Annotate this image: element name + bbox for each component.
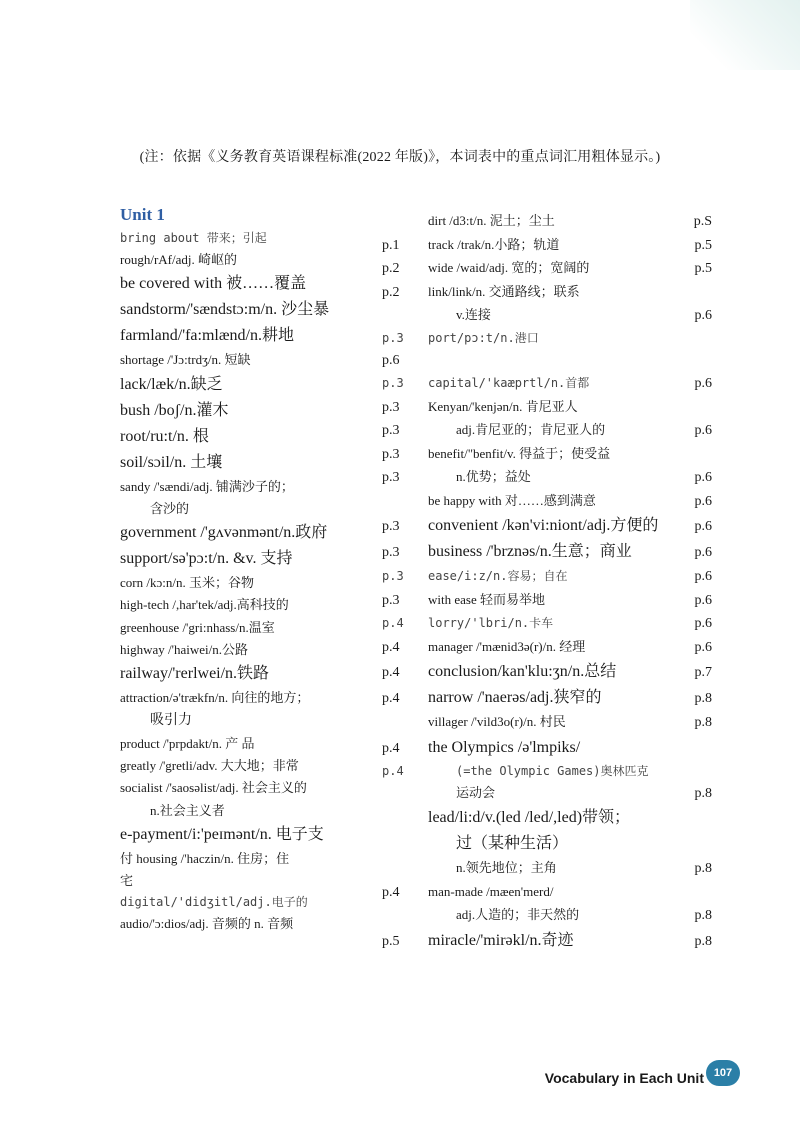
vocab-entry (120, 372, 370, 398)
vocab-entry (382, 685, 712, 711)
vocab-entry (382, 636, 712, 660)
vocab-entry (382, 281, 712, 305)
vocab-entry (120, 498, 370, 520)
vocab-entry (120, 777, 370, 799)
vocab-entry-text: bush /boʃ/n.灌木 (120, 401, 229, 419)
vocab-entry (120, 249, 370, 271)
vocab-entry (382, 805, 712, 831)
vocab-entry (120, 398, 370, 424)
vocab-entry (382, 349, 712, 373)
vocab-entry-text: capital/'kaæprtl/n.首都 (428, 376, 590, 390)
left-column-page-ref: p.3 (382, 592, 400, 608)
page-ref: p.6 (694, 470, 712, 485)
page-ref: p.6 (694, 639, 712, 655)
page-ref: p.7 (694, 665, 712, 680)
vocab-entry-text: government /'gʌvənmənt/n.政府 (120, 524, 328, 541)
vocab-entry-text: ease/i:z/n.容易；自在 (428, 569, 568, 583)
vocab-entry (382, 443, 712, 467)
vocab-entry (120, 755, 370, 777)
vocab-entry-text: dirt /d3:t/n. 泥土；尘土 (428, 213, 555, 228)
vocab-entry (120, 800, 370, 822)
vocab-entry (120, 572, 370, 594)
left-column-page-ref: p.4 (382, 691, 400, 706)
vocab-entry (120, 822, 370, 848)
left-column-page-ref: p.4 (382, 884, 400, 900)
vocab-entry-text: 宅 (120, 873, 134, 888)
page-ref: p.8 (694, 861, 712, 876)
left-column-page-ref: p.4 (382, 639, 400, 655)
vocab-entry-text: digital/'didʒitl/adj.电子的 (120, 895, 308, 910)
vocab-entry-text: e-payment/i:'peɪmənt/n. 电子支 (120, 825, 324, 843)
vocab-entry (120, 733, 370, 755)
vocab-entry-text: adj.人造的；非天然的 (456, 907, 580, 922)
vocab-entry-text: socialist /'saosəlist/adj. 社会主义的 (120, 780, 307, 796)
left-column-page-ref: p.3 (382, 376, 404, 390)
vocab-entry-text: narrow /'naerəs/adj.狭窄的 (428, 689, 602, 706)
vocab-entry-text: greenhouse /'gri:nhass/n.温室 (120, 619, 275, 635)
page-ref: p.6 (694, 308, 712, 323)
vocab-entry-text: adj.肯尼亚的；肯尼亚人的 (456, 422, 606, 437)
page-ref: p.8 (694, 715, 712, 730)
vocab-entry (120, 349, 370, 371)
page-ref: p.6 (694, 569, 712, 584)
page-ref: p.6 (694, 376, 712, 391)
left-column-page-ref: p.3 (382, 519, 400, 534)
vocab-entry (382, 831, 712, 857)
vocab-entry-text: be happy with 对……感到满意 (428, 492, 596, 508)
vocab-entry-text: corn /kɔ:n/n. 玉米；谷物 (120, 575, 254, 590)
vocab-entry (382, 612, 712, 636)
vocab-entry (120, 709, 370, 733)
vocab-entry (382, 711, 712, 735)
vocab-entry-text: villager /'vild3o(r)/n. 村民 (428, 714, 566, 729)
vocab-entry-text: with ease 轻而易举地 (428, 591, 545, 607)
vocab-entry (120, 687, 370, 709)
left-column-page-ref: p.4 (382, 616, 404, 630)
vocab-entry-text: conclusion/kan'klu:ʒn/n.总结 (428, 663, 617, 680)
vocab-entry (382, 304, 712, 328)
left-column-page-ref: p.4 (382, 740, 400, 756)
vocab-entry-text: convenient /kən'vi:niont/adj.方便的 (428, 517, 659, 534)
vocab-entry-text: lack/læk/n.缺乏 (120, 375, 223, 393)
vocab-entry-text: support/sə'pɔ:t/n. &v. 支持 (120, 550, 293, 567)
vocab-entry-text: 运动会 (456, 784, 496, 800)
footer-title: Vocabulary in Each Unit (544, 1070, 704, 1086)
vocab-entry-text: 付 housing /'haczin/n. 住房；住 (120, 850, 290, 866)
vocab-entry (382, 881, 712, 905)
vocab-entry (120, 323, 370, 349)
vocab-entry (120, 870, 370, 892)
vocab-entry-text: sandstorm/'sændstɔ:m/n. 沙尘暴 (120, 301, 330, 319)
vocab-entry-text: sandy /'sændi/adj. 铺满沙子的； (120, 478, 294, 494)
vocab-entry-text: high-tech /,har'tek/adj.高科技的 (120, 597, 289, 613)
vocab-entry (120, 271, 370, 297)
left-column-page-ref: p.5 (382, 933, 400, 949)
left-column-page-ref: p.6 (382, 352, 400, 368)
left-column-page-ref: p.1 (382, 237, 400, 253)
page-ref: p.6 (694, 493, 712, 509)
vocab-entry-text: miracle/'mirəkl/n.奇迹 (428, 931, 574, 949)
page-ref: p.8 (694, 933, 712, 949)
page-ref: p.6 (694, 592, 712, 608)
vocab-entry (382, 761, 712, 782)
vocab-entry-text: root/ru:t/n. 根 (120, 427, 209, 445)
vocab-entry-text: Kenyan/'kenjən/n. 肯尼亚人 (428, 398, 578, 414)
vocab-entry-text: business /'brznəs/n.生意；商业 (428, 543, 632, 560)
left-column-page-ref: p.2 (382, 284, 400, 300)
vocab-entry (382, 466, 712, 490)
vocab-entry-text: track /trak/n.小路；轨道 (428, 236, 560, 252)
vocab-entry-text: railway/'rerlwei/n.铁路 (120, 665, 270, 682)
vocab-entry (382, 565, 712, 589)
vocab-entry-text: n.优势；益处 (456, 469, 531, 484)
vocab-entry-text: rough/rAf/adj. 崎岖的 (120, 252, 237, 267)
vocab-entry (120, 546, 370, 572)
vocab-entry (120, 424, 370, 450)
vocab-entry-text: v.连接 (456, 307, 491, 322)
vocab-entry-text: wide /waid/adj. 宽的；宽阔的 (428, 260, 590, 275)
vocab-entry-text: the Olympics /ə'lmpiks/ (428, 738, 581, 756)
page-ref: p.6 (694, 519, 712, 534)
vocabulary-left-column (120, 228, 370, 936)
page-ref: p.6 (694, 423, 712, 438)
vocab-entry (382, 419, 712, 443)
vocab-entry-text: be covered with 被……覆盖 (120, 275, 307, 293)
left-column-page-ref: p.3 (382, 399, 400, 415)
vocab-entry (120, 476, 370, 498)
vocab-entry (382, 513, 712, 539)
vocab-entry-text: n.社会主义者 (150, 802, 225, 818)
vocab-entry-text: attraction/ə'trækfn/n. 向往的地方； (120, 690, 310, 705)
page-ref: p.5 (694, 237, 712, 253)
left-column-page-ref: p.3 (382, 330, 404, 345)
page-ref: p.8 (694, 785, 712, 801)
vocab-entry-text: audio/'ɔ:dios/adj. 音频的 n. 音频 (120, 916, 294, 932)
vocab-entry (382, 539, 712, 565)
vocab-entry (120, 892, 370, 913)
left-column-page-ref: p.3 (382, 423, 400, 438)
vocab-entry (382, 210, 712, 234)
vocab-entry (382, 928, 712, 954)
corner-decoration (690, 0, 800, 70)
unit-title: Unit 1 (120, 205, 165, 224)
vocab-entry (120, 228, 370, 249)
vocab-entry-text: bring about 带来；引起 (120, 231, 267, 245)
vocab-entry-text: farmland/'fa:mlænd/n.耕地 (120, 327, 294, 345)
left-column-page-ref: p.4 (382, 665, 400, 680)
vocab-entry-text: port/pɔ:t/n.港口 (428, 330, 539, 345)
vocab-entry (382, 659, 712, 685)
vocab-entry (120, 594, 370, 616)
vocab-entry-text: (=the Olympic Games)奥林匹克 (456, 763, 649, 778)
header-note: (注：依据《义务教育英语课程标准(2022 年版)》，本词表中的重点词汇用粗体显示。) (139, 150, 661, 165)
vocab-entry-text: 吸引力 (150, 713, 192, 729)
vocab-entry-text: shortage /'Jɔ:trdʒ/n. 短缺 (120, 352, 251, 368)
page-ref: p.5 (694, 261, 712, 276)
vocab-entry-text: manager /'mænid3ə(r)/n. 经理 (428, 638, 586, 654)
vocab-entry-text: greatly /'gretli/adv. 大大地；非常 (120, 758, 299, 773)
vocab-entry (382, 490, 712, 514)
vocab-entry-text: n.领先地位；主角 (456, 860, 557, 875)
vocab-entry-text: highway /'haiwei/n.公路 (120, 641, 248, 657)
left-column-page-ref: p.3 (382, 470, 400, 485)
vocab-entry (120, 297, 370, 323)
left-column-page-ref: p.3 (382, 545, 400, 560)
vocab-entry (382, 589, 712, 613)
vocab-entry (120, 520, 370, 546)
left-column-page-ref: p.3 (382, 446, 400, 462)
page-number-badge: 107 (706, 1060, 740, 1086)
page-ref: p.6 (694, 545, 712, 560)
page-ref: p.6 (694, 616, 712, 631)
vocab-entry-text: lead/li:d/v.(led /led/,led)带领； (428, 809, 631, 826)
vocab-entry-text: soil/sɔil/n. 土壤 (120, 453, 223, 471)
vocab-entry-text: man-made /mæen'merd/ (428, 883, 554, 899)
vocab-entry (382, 257, 712, 281)
vocab-entry-text: 含沙的 (150, 500, 190, 516)
vocabulary-right-column (382, 210, 712, 954)
left-column-page-ref: p.4 (382, 763, 404, 778)
vocab-entry (120, 913, 370, 935)
page-ref: p.8 (694, 691, 712, 706)
vocab-entry (120, 617, 370, 639)
vocab-entry (120, 848, 370, 870)
vocab-entry (382, 396, 712, 420)
left-column-page-ref: p.2 (382, 261, 400, 276)
page-ref: p.S (693, 214, 712, 229)
vocab-entry (382, 328, 712, 349)
vocab-entry-text: lorry/'lbri/n.卡车 (428, 616, 554, 630)
left-column-page-ref: p.3 (382, 569, 404, 583)
vocab-entry-text: benefit/"benfit/v. 得益于；使受益 (428, 445, 611, 461)
vocab-entry (382, 372, 712, 396)
vocab-entry (382, 735, 712, 761)
vocab-entry (382, 782, 712, 806)
vocab-entry (382, 904, 712, 928)
vocab-entry-text: product /'prpdakt/n. 产 品 (120, 735, 255, 751)
vocab-entry-text: link/link/n. 交通路线；联系 (428, 283, 580, 299)
vocab-entry (120, 639, 370, 661)
vocab-entry (382, 234, 712, 258)
vocab-entry (120, 450, 370, 476)
vocab-entry (120, 661, 370, 687)
page-ref: p.8 (694, 908, 712, 923)
vocab-entry (382, 857, 712, 881)
vocab-entry-text: 过（某种生活） (456, 835, 569, 852)
